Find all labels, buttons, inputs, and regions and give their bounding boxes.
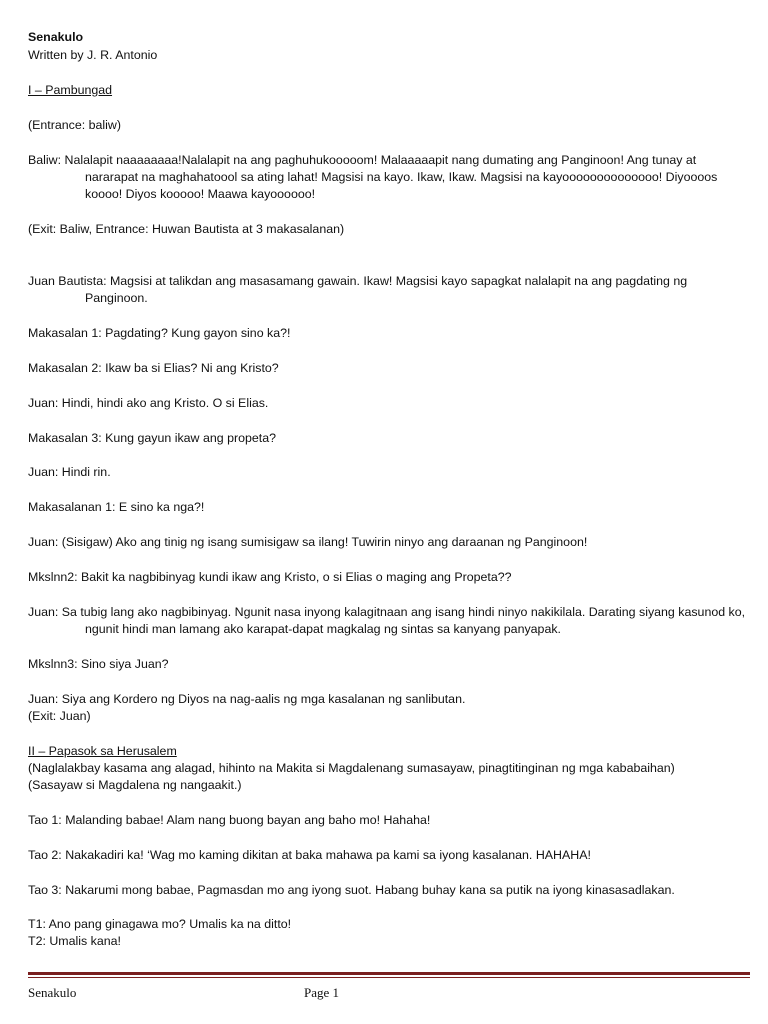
document-title: Senakulo — [28, 30, 84, 44]
stage-direction: (Entrance: baliw) — [28, 118, 121, 132]
dialogue-line: T2: Umalis kana! — [28, 934, 121, 948]
footer-title: Senakulo — [28, 985, 77, 1000]
dialogue-continuation: koooo! Diyos kooooo! Maawa kayoooooo! — [85, 187, 316, 201]
dialogue-continuation: nararapat na maghahatoool sa ating lahat! Magsisi na kayo. Ikaw, Ikaw. Magsisi na kayoooooooooooooo! Diyoooos — [85, 170, 718, 184]
footer-rule-thin — [28, 977, 750, 978]
dialogue-continuation: Panginoon. — [85, 291, 148, 305]
dialogue-line: Juan: Sa tubig lang ako nagbibinyag. Ngunit nasa inyong kalagitnaan ang isang hindi ninyo nakikilala. Darating siyang kasunod ko, — [28, 605, 746, 619]
stage-direction: (Sasayaw si Magdalena ng nangaakit.) — [28, 778, 242, 792]
dialogue-continuation: ngunit hindi man lamang ako karapat-dapat magkalag ng sintas sa kanyang panyapak. — [85, 622, 561, 636]
dialogue-line: Makasalan 1: Pagdating? Kung gayon sino ka?! — [28, 326, 291, 340]
dialogue-line: T1: Ano pang ginagawa mo? Umalis ka na ditto! — [28, 917, 292, 931]
dialogue-line: Makasalanan 1: E sino ka nga?! — [28, 500, 205, 514]
section-heading-2: II – Papasok sa Herusalem — [28, 744, 177, 758]
dialogue-line: Juan: (Sisigaw) Ako ang tinig ng isang sumisigaw sa ilang! Tuwirin ninyo ang daraanan ng Panginoon! — [28, 535, 588, 549]
dialogue-line: Baliw: Nalalapit naaaaaaaa!Nalalapit na ang paghuhukooooom! Malaaaaapit nang dumating ang Panginoon! Ang tunay at — [28, 153, 697, 167]
dialogue-line: Tao 2: Nakakadiri ka! ‘Wag mo kaming dikitan at baka mahawa pa kami sa iyong kasalanan. HAHAHA! — [28, 848, 591, 862]
dialogue-line: Mkslnn2: Bakit ka nagbibinyag kundi ikaw ang Kristo, o si Elias o maging ang Propeta?? — [28, 570, 512, 584]
dialogue-line: Juan: Siya ang Kordero ng Diyos na nag-aalis ng mga kasalanan ng sanlibutan. — [28, 692, 466, 706]
dialogue-line: Makasalan 3: Kung gayun ikaw ang propeta? — [28, 431, 276, 445]
dialogue-line: Tao 1: Malanding babae! Alam nang buong bayan ang baho mo! Hahaha! — [28, 813, 431, 827]
section-heading-1: I – Pambungad — [28, 83, 113, 97]
stage-direction: (Exit: Juan) — [28, 709, 91, 723]
dialogue-line: Makasalan 2: Ikaw ba si Elias? Ni ang Kristo? — [28, 361, 279, 375]
document-byline: Written by J. R. Antonio — [28, 48, 158, 62]
stage-direction: (Exit: Baliw, Entrance: Huwan Bautista at 3 makasalanan) — [28, 222, 345, 236]
dialogue-line: Juan: Hindi, hindi ako ang Kristo. O si Elias. — [28, 396, 269, 410]
dialogue-line: Mkslnn3: Sino siya Juan? — [28, 657, 169, 671]
dialogue-line: Juan: Hindi rin. — [28, 465, 111, 479]
stage-direction: (Naglalakbay kasama ang alagad, hihinto na Makita si Magdalenang sumasayaw, pinagtitinginan ng mga kababaihan) — [28, 761, 675, 775]
dialogue-line: Juan Bautista: Magsisi at talikdan ang masasamang gawain. Ikaw! Magsisi kayo sapagkat nalalapit na ang pagdating ng — [28, 274, 688, 288]
dialogue-line: Tao 3: Nakarumi mong babae, Pagmasdan mo ang iyong suot. Habang buhay kana sa putik na iyong kinasasadlakan. — [28, 883, 675, 897]
footer-rule-thick — [28, 972, 750, 975]
page-number: Page 1 — [304, 985, 340, 1000]
